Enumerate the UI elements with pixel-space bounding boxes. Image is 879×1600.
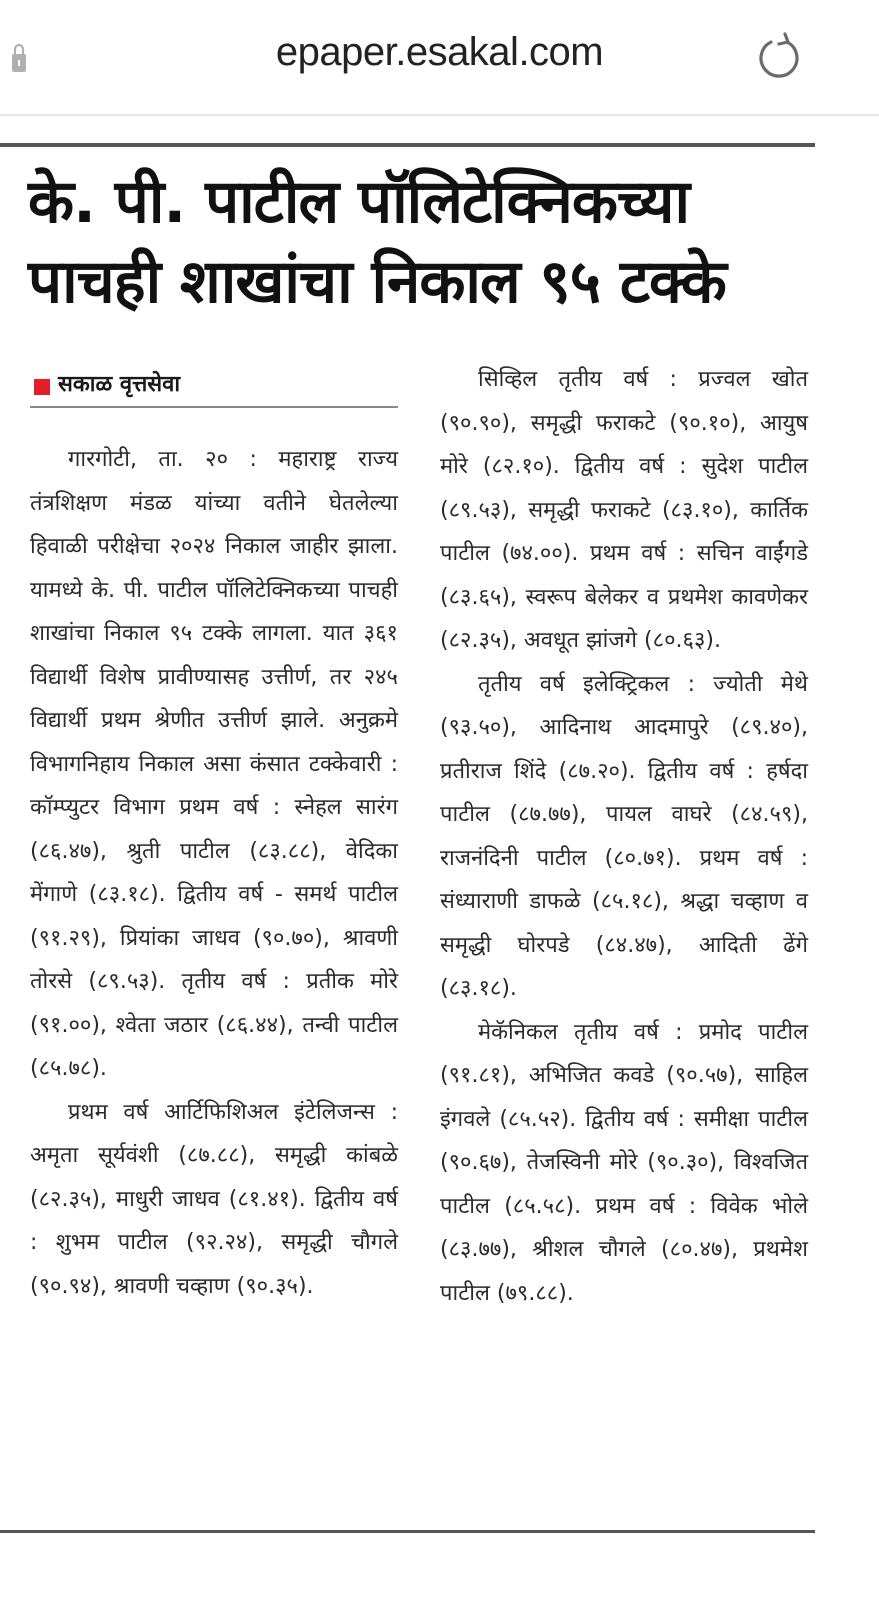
byline-text: सकाळ वृत्तसेवा	[58, 372, 181, 397]
paragraph-computer-dept: गारगोटी, ता. २० : महाराष्ट्र राज्य तंत्रशिक्षण मंडळ यांच्या वतीने घेतलेल्या हिवाळी परीक्षेचा २०२४ निकाल जाहीर झाला. यामध्ये के. पी. पाटील पॉलिटेक्निकच्या पाचही शाखांचा निकाल ९५ टक्के लागला. यात ३६१ विद्यार्थी विशेष प्रावीण्यासह उत्तीर्ण, तर २४५ विद्यार्थी प्रथम श्रेणीत उत्तीर्ण झाले. अनुक्रमे विभागनिहाय निकाल असा कंसात टक्केवारी : कॉम्प्युटर विभाग प्रथम वर्ष : स्नेहल सारंग (८६.४७), श्रुती पाटील (८३.८८), वेदिका मेंगाणे (८३.१८). द्वितीय वर्ष - समर्थ पाटील (९१.२९), प्रियांका जाधव (९०.७०), श्रावणी तोरसे (८९.५३). तृतीय वर्ष : प्रतीक मोरे (९१.००), श्वेता जठार (८६.४४), तन्वी पाटील (८५.७८).	[30, 447, 398, 1081]
bottom-rule-divider	[0, 1530, 815, 1533]
top-rule-divider	[0, 143, 815, 147]
headline-line-1: के. पी. पाटील पॉलिटेक्निकच्या	[28, 167, 690, 237]
paragraph-ai-dept: प्रथम वर्ष आर्टिफिशिअल इंटेलिजन्स : अमृता सूर्यवंशी (८७.८८), समृद्धी कांबळे (८२.३५), माधुरी जाधव (८१.४१). द्वितीय वर्ष : शुभम पाटील (९२.२४), समृद्धी चौगले (९०.९४), श्रावणी चव्हाण (९०.३५).	[30, 1099, 398, 1299]
paragraph-mechanical-dept: मेकॅनिकल तृतीय वर्ष : प्रमोद पाटील (९१.८१), अभिजित कवडे (९०.५७), साहिल इंगवले (८५.५२). द्वितीय वर्ष : समीक्षा पाटील (९०.६७), तेजस्विनी मोरे (९०.३०), विश्वजित पाटील (८५.५८). प्रथम वर्ष : विवेक भोले (८३.७७), श्रीशल चौगले (८०.४७), प्रथमेश पाटील (७९.८८).	[440, 1019, 808, 1306]
article-column-right	[440, 358, 808, 1315]
headline-line-2: पाचही शाखांचा निकाल ९५ टक्के	[28, 247, 726, 317]
browser-address-bar	[0, 0, 879, 116]
article-column-left	[30, 438, 398, 1308]
paragraph-electrical-dept: तृतीय वर्ष इलेक्ट्रिकल : ज्योती मेथे (९३.५०), आदिनाथ आदमापुरे (८९.४०), प्रतीराज शिंदे (८७.२०). द्वितीय वर्ष : हर्षदा पाटील (८७.७७), पायल वाघरे (८४.५९), राजनंदिनी पाटील (८०.७१). प्रथम वर्ष : संध्याराणी डाफळे (८५.१८), श्रद्धा चव्हाण व समृद्धी घोरपडे (८४.४७), आदिती ढेंगे (८३.१८).	[440, 671, 808, 1001]
article-headline	[28, 162, 818, 322]
paragraph-civil-dept: सिव्हिल तृतीय वर्ष : प्रज्वल खोत (९०.९०), समृद्धी फराकटे (९०.१०), आयुष मोरे (८२.१०). द्वितीय वर्ष : सुदेश पाटील (८९.५३), समृद्धी फराकटे (८३.१०), कार्तिक पाटील (७४.००). प्रथम वर्ष : सचिन वाईंगडे (८३.६५), स्वरूप बेलेकर व प्रथमेश कावणेकर (८२.३५), अवधूत झांजगे (८०.६३).	[440, 367, 808, 653]
url-text[interactable]: epaper.esakal.com	[275, 30, 604, 74]
reload-icon[interactable]	[755, 30, 803, 80]
red-square-bullet-icon	[34, 379, 50, 395]
epaper-article-page	[0, 118, 879, 1600]
byline	[30, 368, 398, 408]
